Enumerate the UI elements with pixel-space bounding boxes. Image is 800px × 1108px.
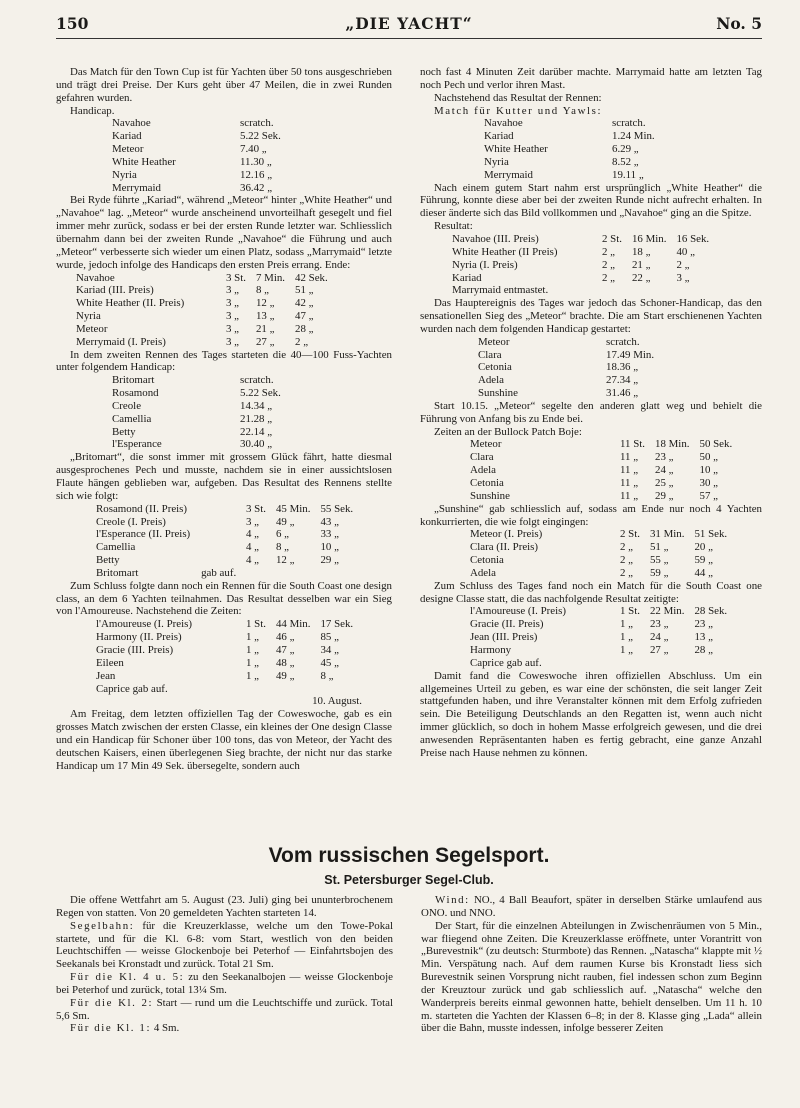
yacht-name: Eileen: [96, 656, 124, 669]
handicap-value: 11.30 „: [240, 155, 272, 168]
yacht-name: Sunshine: [470, 489, 510, 502]
time-st: 11 „: [620, 451, 639, 464]
table-row: [112, 426, 291, 439]
time-st: 1 „: [246, 669, 260, 682]
result-table: [470, 528, 737, 579]
time-st: 2 „: [620, 541, 634, 554]
time-min: 13 „: [255, 310, 275, 323]
paragraph: Segelbahn: für die Kreuzerklasse, welche um den Towe-Pokal startete, und für die Kl. 6-8: vom Start, westlich von den beiden Leuchtschiffen — weisse Glockenboje bei Peterhof — Einfahrtsbojen des Seekanals bei Kronstadt und zurück. Total 21 Sm.: [56, 919, 393, 971]
handicap-table: [478, 336, 664, 400]
time-sek: 28 Sek.: [694, 605, 728, 618]
time-min: 51 „: [649, 541, 669, 554]
table-row: [470, 618, 737, 631]
paragraph: Das Hauptereignis des Tages war jedoch das Schoner-Handicap, das den sensationellen Sieg des „Meteor“ brachte. Die am Start erschienenen Yachten wurden nach dem folgenden Handicap gestartet:: [420, 297, 762, 335]
table-row: [96, 528, 363, 541]
header-rule: [56, 38, 762, 39]
table-row: [76, 310, 338, 323]
table-row: [112, 130, 291, 143]
time-min: 49 „: [275, 669, 295, 682]
handicap-value: 22.14 „: [240, 425, 273, 438]
yacht-name: l'Esperance: [112, 438, 162, 451]
time-st: 11 „: [620, 489, 639, 502]
time-st: 4 „: [246, 528, 260, 541]
table-row: [76, 284, 338, 297]
table-row: [112, 182, 291, 195]
time-min: 59 „: [649, 566, 669, 579]
yacht-name: Camellia: [96, 541, 136, 554]
yacht-name: Camellia: [112, 412, 152, 425]
time-sek: 40 „: [676, 245, 695, 258]
resultat-label: Resultat:: [434, 220, 473, 233]
result-table: [76, 272, 338, 349]
table-row: [452, 272, 719, 285]
table-row: [470, 477, 742, 490]
yacht-name: Harmony: [470, 643, 512, 656]
time-st: 2 „: [602, 245, 616, 258]
journal-title: „DIE YACHT“: [345, 14, 473, 33]
yacht-name: Meteor: [76, 322, 108, 335]
paragraph: „Sunshine“ gab schliesslich auf, sodass am Ende nur noch 4 Yachten konkurrierten, die wie folgt eingingen:: [420, 502, 762, 528]
time-min: 47 „: [275, 643, 295, 656]
table-row: [470, 451, 742, 464]
yacht-name: Merrymaid: [112, 181, 161, 194]
time-min: 27 „: [649, 643, 669, 656]
time-min: 18 „: [631, 245, 651, 258]
time-st: 3 „: [226, 335, 240, 348]
time-sek: 30 „: [699, 477, 718, 489]
time-min: 29 „: [655, 489, 674, 502]
time-min: 12 „: [275, 554, 295, 567]
time-st: 1 „: [620, 618, 634, 631]
table-row: [112, 117, 291, 130]
time-min: 6 „: [275, 528, 289, 541]
handicap-value: 31.46 „: [606, 387, 639, 400]
handicap-value: 19.11 „: [612, 168, 644, 181]
time-st: 1 „: [620, 631, 634, 644]
result-note: Caprice gab auf.: [470, 656, 542, 669]
table-row: [452, 246, 719, 259]
yacht-name: Navahoe (III. Preis): [452, 232, 539, 245]
time-min: 24 „: [655, 464, 674, 477]
time-sek: 55 Sek.: [320, 502, 354, 515]
handicap-value: 8.52 „: [612, 155, 639, 168]
paragraph: Bei Ryde führte „Kariad“, während „Meteor“ hinter „White Heather“ und „Navahoe“ lag. „Meteor“ wurde anscheinend unvorteilhaft gesegelt und fiel immer mehr zurück, sodass er bei der ersten Runde letzter war. Schliesslich übernahm dann bei der zweiten Runde „Navahoe“ die Führung und auch „Meteor“ verbesserte sich wieder um einen Platz, sodass „Marrymaid“ letzte wurde, jedoch infolge des Handicaps den ersten Preis errang. Ende:: [56, 194, 392, 271]
yacht-name: Cetonia: [470, 554, 504, 567]
table-row: [484, 130, 665, 143]
time-st: 2 „: [620, 566, 634, 579]
table-row: [484, 156, 665, 169]
time-sek: 29 „: [320, 554, 339, 567]
time-sek: 43 „: [320, 515, 339, 528]
table-row: [96, 516, 363, 529]
table-row: [470, 438, 742, 451]
yacht-name: White Heather: [484, 143, 548, 156]
result-table: [96, 503, 363, 567]
time-st: 11 „: [620, 477, 639, 489]
table-row: [96, 618, 363, 631]
handicap-value: 14.34 „: [240, 399, 273, 412]
handicap-value: 1.24 Min.: [612, 130, 655, 143]
page-header: [56, 14, 762, 36]
result-note: Marrymaid entmastet.: [452, 284, 549, 297]
table-row: [76, 336, 338, 349]
table-row: [112, 374, 291, 387]
time-min: 24 „: [649, 631, 669, 644]
time-sek: 47 „: [295, 310, 314, 323]
yacht-name: Navahoe: [112, 117, 151, 130]
table-row: [470, 631, 737, 644]
table-row: [112, 400, 291, 413]
paragraph: Für die Kl. 4 u. 5: zu den Seekanalbojen — weisse Glockenboje bei Peterhof und zurück, total 13¼ Sm.: [56, 971, 393, 996]
table-row: [96, 541, 363, 554]
time-min: 22 „: [631, 271, 651, 284]
time-min: 23 „: [649, 618, 669, 631]
time-sek: 16 Sek.: [676, 232, 710, 245]
time-sek: 10 „: [320, 541, 339, 554]
yacht-name: Meteor: [478, 335, 510, 348]
time-st: 2 St.: [620, 528, 640, 541]
handicap-value: scratch.: [612, 117, 646, 130]
yacht-name: Meteor: [470, 438, 502, 451]
yacht-name: Creole (I. Preis): [96, 515, 166, 528]
time-sek: 10 „: [699, 464, 718, 477]
yacht-name: Cetonia: [470, 477, 504, 489]
table-row: [478, 387, 664, 400]
time-st: 1 St.: [246, 618, 266, 631]
table-row: [478, 336, 664, 349]
yacht-name: Clara (II. Preis): [470, 541, 539, 554]
time-sek: 17 Sek.: [320, 618, 354, 631]
time-sek: 28 „: [694, 643, 713, 656]
paragraph: Start 10.15. „Meteor“ segelte den anderen glatt weg und behielt die Führung von Anfang bis zu Ende bei.: [420, 399, 762, 425]
table-row: [470, 528, 737, 541]
time-st: 2 „: [602, 258, 616, 271]
handicap-value: 5.22 Sek.: [240, 387, 281, 400]
yacht-name: White Heather (II. Preis): [76, 297, 185, 310]
yacht-name: l'Esperance (II. Preis): [96, 528, 191, 541]
handicap-value: 21.28 „: [240, 412, 273, 425]
yacht-name: Kariad: [484, 130, 514, 143]
yacht-name: Adela: [478, 374, 505, 387]
time-sek: 59 „: [694, 554, 713, 567]
paragraph: Am Freitag, dem letzten offiziellen Tag der Coweswoche, gab es ein grosses Match zwischen der ersten Classe, ein kleines der One design Classe und ein Handicap für Schoner über 100 tons, das von Meteor, der Yacht des deutschen Kaisers, einen überlegenen Sieg brachte, der nicht nur das starke Handicap um 17 Min 49 Sek. übersegelte, sondern auch: [56, 708, 392, 772]
yacht-name: Merrymaid: [484, 168, 533, 181]
time-min: 23 „: [655, 451, 674, 464]
table-row: [112, 438, 291, 451]
time-st: 1 St.: [620, 605, 640, 618]
time-sek: 57 „: [699, 489, 718, 502]
yacht-name: Nyria (I. Preis): [452, 258, 518, 271]
time-sek: 23 „: [694, 618, 713, 631]
table-row: [470, 644, 737, 657]
section-subtitle: St. Petersburger Segel-Club.: [324, 873, 494, 887]
yacht-name: l'Amoureuse (I. Preis): [96, 618, 193, 631]
yacht-name: Gracie (II. Preis): [470, 618, 544, 631]
time-st: 2 „: [620, 554, 634, 567]
table-row: [470, 605, 737, 618]
time-st: 1 „: [246, 643, 260, 656]
table-row: [470, 490, 742, 503]
yacht-name: l'Amoureuse (I. Preis): [470, 605, 567, 618]
time-sek: 45 „: [320, 656, 339, 669]
time-min: 8 „: [275, 541, 289, 554]
time-sek: 44 „: [694, 566, 713, 579]
yacht-name: Kariad: [112, 130, 142, 143]
paragraph: Die offene Wettfahrt am 5. August (23. Juli) ging bei ununterbrochenem Regen von statten. Von 20 gemeldeten Yachten starteten 14.: [56, 894, 393, 919]
table-row: [452, 259, 719, 272]
time-sek: 8 „: [320, 669, 334, 682]
time-st: 4 „: [246, 554, 260, 567]
yacht-name: Rosamond (II. Preis): [96, 502, 188, 515]
table-row: [484, 117, 665, 130]
time-st: 3 „: [226, 310, 240, 323]
table-row: [96, 554, 363, 567]
paragraph: Wind: NO., 4 Ball Beaufort, später in derselben Stärke umlaufend aus ONO. und NNO.: [421, 894, 762, 919]
table-row: [96, 631, 363, 644]
table-row: [112, 156, 291, 169]
table-row: [76, 297, 338, 310]
time-min: 25 „: [655, 477, 674, 489]
yacht-name: Meteor: [112, 143, 144, 156]
time-sek: 2 „: [295, 335, 309, 348]
result-table: [452, 233, 719, 284]
yacht-name: Clara: [470, 451, 494, 464]
handicap-table: [112, 117, 291, 194]
time-min: 48 „: [275, 656, 295, 669]
result-note: Britomart gab auf.: [96, 566, 237, 579]
time-min: 18 Min.: [655, 438, 690, 451]
time-min: 22 Min.: [649, 605, 685, 618]
table-row: [96, 644, 363, 657]
handicap-value: 30.40 „: [240, 438, 273, 451]
paragraph: Damit fand die Coweswoche ihren offiziellen Abschluss. Um ein allgemeines Urteil zu geben, es war eine der schönsten, die seit langer Zeit stattgefunden haben, und ihre Veranstalter können mit dem Erfolg zufrieden sein. Die Beteiligung Deutschlands an den Regatten ist, wenn auch nicht immer glücklich, so doch in hohem Masse erfolgreich gewesen, und die drei anwesenden Repräsentanten haben es fertig gebracht, eine ganze Anzahl Preise nach Hause nehmen zu können.: [420, 669, 762, 759]
table-row: [96, 503, 363, 516]
handicap-value: scratch.: [240, 117, 274, 130]
paragraph: Zum Schluss des Tages fand noch ein Match für die South Coast one designe Classe statt, die das nachfolgende Resultat zeitigte:: [420, 579, 762, 605]
left-column: [56, 66, 392, 772]
paragraph: Für die Kl. 2: Start — rund um die Leuchtschiffe und zurück. Total 5,6 Sm.: [56, 996, 393, 1022]
handicap-table: [112, 374, 291, 451]
match-label: Match für Kutter und Yawls:: [434, 104, 603, 117]
handicap-value: scratch.: [606, 335, 640, 348]
yacht-name: Harmony (II. Preis): [96, 631, 182, 644]
time-sek: 34 „: [320, 643, 339, 656]
time-min: 12 „: [255, 297, 275, 310]
time-st: 1 „: [620, 643, 634, 656]
yacht-name: Jean: [96, 669, 116, 682]
time-sek: 85 „: [320, 631, 339, 644]
yacht-name: Navahoe: [76, 271, 115, 284]
paragraph: Nachstehend das Resultat der Rennen:: [434, 91, 602, 104]
paragraph: Zum Schluss folgte dann noch ein Rennen für die South Coast one design class, an dem 6 Yachten teilnahmen. Das Resultat desselben war ein Sieg von l'Amoureuse. Nachstehend die Zeiten:: [56, 579, 392, 618]
time-min: 16 Min.: [631, 232, 667, 245]
time-st: 1 „: [246, 631, 260, 644]
issue-number: No. 5: [716, 14, 762, 33]
time-st: 3 „: [226, 322, 240, 335]
table-row: [478, 374, 664, 387]
time-st: 11 „: [620, 464, 639, 477]
yacht-name: Merrymaid (I. Preis): [76, 335, 166, 348]
paragraph: Das Match für den Town Cup ist für Yachten über 50 tons ausgeschrieben und trägt drei Preise. Der Kurs geht über 47 Meilen, die in zwei Runden gefahren wurden.: [56, 66, 392, 104]
result-table: [470, 438, 742, 502]
time-sek: 42 Sek.: [295, 271, 328, 284]
table-row: [112, 169, 291, 182]
yacht-name: White Heather (II Preis): [452, 245, 558, 258]
paragraph: Nach einem gutem Start nahm erst ursprünglich „White Heather“ die Führung, konnte diese aber bei der zweiten Runde nicht aufrecht erhalten. In dieser änderte sich das Bild vollkommen und „Navahoe“ ging an die Spitze.: [420, 181, 762, 220]
yacht-name: Adela: [470, 464, 497, 477]
right-column: [420, 66, 762, 760]
table-row: [484, 169, 665, 182]
yacht-name: White Heather: [112, 155, 176, 168]
time-min: 21 „: [631, 258, 651, 271]
date-line: 10. August.: [312, 695, 362, 708]
table-row: [470, 554, 737, 567]
yacht-name: Rosamond: [112, 387, 159, 400]
time-min: 8 „: [255, 284, 269, 297]
yacht-name: Kariad (III. Preis): [76, 284, 154, 297]
table-row: [452, 233, 719, 246]
result-note: Caprice gab auf.: [96, 682, 168, 695]
handicap-value: 18.36 „: [606, 361, 639, 374]
time-sek: 13 „: [694, 631, 713, 644]
time-st: 3 St.: [226, 271, 246, 284]
table-row: [76, 323, 338, 336]
table-row: [478, 361, 664, 374]
table-row: [112, 387, 291, 400]
time-sek: 50 Sek.: [699, 438, 733, 451]
paragraph: „Britomart“, die sonst immer mit grossem Glück fährt, hatte diesmal ausgesprochenes Pech und musste, nachdem sie in einer aussichtslosen Flaute hängen geblieben war, aufgeben. Das Resultat des Rennens stellte sich wie folgt:: [56, 451, 392, 502]
time-st: 3 „: [226, 284, 240, 297]
time-sek: 2 „: [676, 258, 690, 271]
time-sek: 20 „: [694, 541, 713, 554]
yacht-name: Kariad: [452, 271, 482, 284]
result-table: [470, 605, 737, 656]
time-st: 11 St.: [620, 438, 646, 451]
time-sek: 28 „: [295, 322, 314, 335]
handicap-label: Handicap.: [70, 104, 115, 117]
yacht-name: Meteor (I. Preis): [470, 528, 543, 541]
time-min: 55 „: [649, 554, 669, 567]
table-row: [96, 657, 363, 670]
time-min: 49 „: [275, 515, 295, 528]
table-row: [470, 541, 737, 554]
yacht-name: Betty: [112, 425, 136, 438]
handicap-value: 27.34 „: [606, 374, 639, 387]
yacht-name: Gracie (III. Preis): [96, 643, 174, 656]
yacht-name: Navahoe: [484, 117, 523, 130]
table-row: [470, 464, 742, 477]
handicap-value: 7.40 „: [240, 143, 267, 156]
time-st: 3 „: [246, 515, 260, 528]
time-st: 4 „: [246, 541, 260, 554]
handicap-value: 17.49 Min.: [606, 348, 655, 361]
time-min: 21 „: [255, 322, 275, 335]
time-min: 31 Min.: [649, 528, 685, 541]
time-st: 1 „: [246, 656, 260, 669]
time-sek: 33 „: [320, 528, 339, 541]
yacht-name: Nyria: [484, 155, 509, 168]
time-min: 46 „: [275, 631, 295, 644]
handicap-value: 6.29 „: [612, 143, 639, 156]
yacht-name: Adela: [470, 566, 497, 579]
section-title: Vom russischen Segelsport.: [268, 844, 550, 867]
time-sek: 50 „: [699, 451, 718, 464]
time-sek: 51 Sek.: [694, 528, 728, 541]
time-sek: 3 „: [676, 271, 690, 284]
yacht-name: Cetonia: [478, 361, 512, 374]
handicap-value: scratch.: [240, 374, 274, 387]
paragraph: Der Start, für die einzelnen Abteilungen in Zwischenräumen von 5 Min., war fliegend ohne Zeiten. Die Kreuzerklasse eröffnete, unter Vorantritt von „Burevestnik“ (zu deutsch: Sturmbote) das Rennen. „Natascha“ klappte mit ½ Min. Verspätung nach. Auf dem raumen Kurse bis Kronstadt liess sich Burevestnik seinen Vorsprung nicht rauben, fiel indessen schon zum Beginn der Kreuztour zurück und gab schliesslich auf. „Natascha“ welche den Wanderpreis bereits einmal gewonnen hatte, behielt denselben. Um 11 h. 10 m. starteten die Yachten der Klassen 6–8; in der 8. Klasse ging „Lada“ allein über die Bahn, musste indessen, infolge besserer Zeiten: [421, 919, 762, 1035]
page-number: 150: [56, 14, 89, 33]
handicap-value: 12.16 „: [240, 168, 273, 181]
handicap-table: [484, 117, 665, 181]
time-sek: 42 „: [295, 297, 314, 310]
time-sek: 51 „: [295, 284, 314, 297]
table-row: [470, 567, 737, 580]
table-row: [484, 143, 665, 156]
time-st: 3 „: [226, 297, 240, 310]
yacht-name: Clara: [478, 348, 502, 361]
result-table: [96, 618, 363, 682]
yacht-name: Nyria: [112, 168, 137, 181]
time-st: 3 St.: [246, 502, 266, 515]
yacht-name: Nyria: [76, 310, 101, 323]
yacht-name: Jean (III. Preis): [470, 631, 538, 644]
yacht-name: Sunshine: [478, 387, 518, 400]
handicap-value: 36.42 „: [240, 181, 273, 194]
time-min: 7 Min.: [255, 271, 286, 284]
section-right-column: [421, 894, 762, 1035]
yacht-name: Creole: [112, 399, 142, 412]
yacht-name: Britomart: [112, 374, 155, 387]
paragraph: Für die Kl. 1: 4 Sm.: [70, 1022, 180, 1035]
time-st: 2 „: [602, 271, 616, 284]
table-row: [76, 272, 338, 285]
time-st: 2 St.: [602, 232, 622, 245]
section-left-column: [56, 894, 393, 1035]
yacht-name: Betty: [96, 554, 120, 567]
table-row: [112, 413, 291, 426]
time-min: 45 Min.: [275, 502, 311, 515]
time-min: 27 „: [255, 335, 275, 348]
handicap-value: 5.22 Sek.: [240, 130, 281, 143]
paragraph: noch fast 4 Minuten Zeit darüber machte. Marrymaid hatte am letzten Tag noch Pech und verlor ihren Mast.: [420, 66, 762, 91]
paragraph: Zeiten an der Bullock Patch Boje:: [434, 425, 582, 438]
time-min: 44 Min.: [275, 618, 311, 631]
paragraph: In dem zweiten Rennen des Tages starteten die 40—100 Fuss-Yachten unter folgendem Handicap:: [56, 348, 392, 374]
table-row: [112, 143, 291, 156]
table-row: [96, 670, 363, 683]
table-row: [478, 349, 664, 362]
